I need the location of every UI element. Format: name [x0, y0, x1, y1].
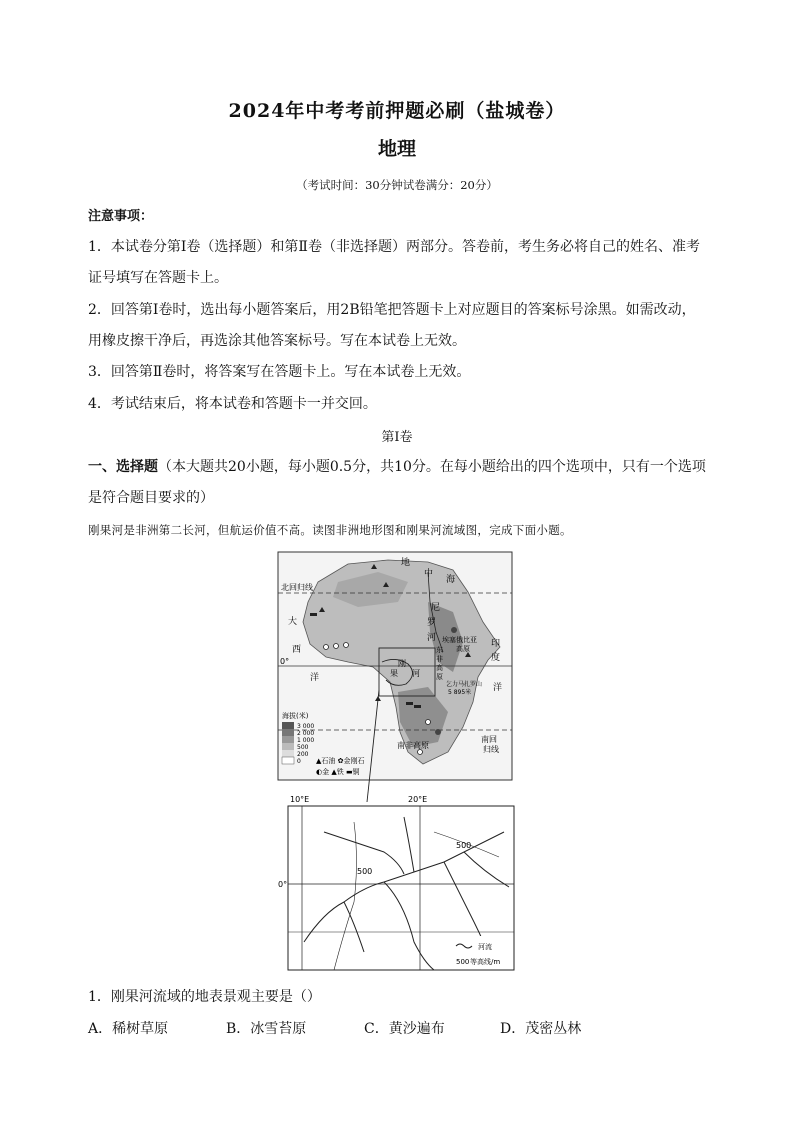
note-3: 3．回答第Ⅱ卷时，将答案写在答题卡上。写在本试卷上无效。 — [88, 364, 471, 380]
legend-contour-label: 等高线/m — [470, 958, 501, 966]
label-east-africa-4: 原 — [436, 673, 443, 681]
label-contour-500-a: 500 — [357, 867, 373, 876]
legend-level-200: 200 — [297, 751, 309, 758]
legend-minerals-row-2: ◐金 ▲铁 ▬铜 — [316, 768, 360, 776]
question-1-stem: 1．刚果河流域的地表景观主要是（） — [88, 989, 321, 1005]
legend-level-2000: 2 000 — [297, 730, 315, 737]
label-atlantic-1: 大 — [288, 617, 298, 627]
volume-title: 第Ⅰ卷 — [381, 430, 413, 445]
question-intro: 刚果河是非洲第二长河，但航运价值不高。读图非洲地形图和刚果河流域图，完成下面小题。 — [88, 523, 572, 537]
subject-title: 地理 — [377, 138, 416, 160]
option-b: B．冰雪苔原 — [226, 1021, 307, 1037]
label-mediterranean-2: 中 — [424, 569, 434, 579]
label-indian-1: 印 — [491, 639, 501, 649]
diamond-symbol — [418, 750, 423, 755]
legend-swatch-0 — [282, 757, 294, 764]
diamond-symbol — [344, 643, 349, 648]
label-east-africa-1: 东 — [436, 646, 443, 654]
label-nile-3: 河 — [427, 633, 437, 643]
label-mediterranean-3: 海 — [446, 575, 456, 585]
legend-level-500: 500 — [297, 744, 309, 751]
note-1-line-1: 1．本试卷分第Ⅰ卷（选择题）和第Ⅱ卷（非选择题）两部分。答卷前，考生务必将自己的姓名、准考 — [88, 239, 700, 255]
legend-swatch-500 — [282, 743, 294, 750]
option-c: C．黄沙遍布 — [364, 1021, 445, 1037]
part-label: 一、选择题 — [88, 459, 158, 475]
label-east-africa-3: 高 — [436, 664, 443, 672]
congo-basin-map — [278, 792, 516, 972]
diamond-symbol — [324, 645, 329, 650]
legend-elevation-title: 海拔(米) — [282, 712, 309, 720]
time-info: （考试时间：30分钟试卷满分：20分） — [296, 178, 498, 192]
label-equator: 0° — [280, 657, 290, 666]
note-2-line-1: 2．回答第Ⅰ卷时，选出每小题答案后，用2B铅笔把答题卡上对应题目的答案标号涂黑。如需改动， — [88, 302, 696, 318]
label-lon-10: 10°E — [290, 795, 310, 804]
gold-symbol — [435, 729, 441, 735]
label-congo-3: 河 — [412, 669, 420, 678]
note-4: 4．考试结束后，将本试卷和答题卡一并交回。 — [88, 396, 377, 412]
copper-symbol — [310, 613, 317, 616]
legend-swatch-1000 — [282, 736, 294, 743]
diamond-symbol — [334, 644, 339, 649]
label-contour-500-b: 500 — [456, 841, 472, 850]
diamond-symbol — [426, 720, 431, 725]
label-east-africa-2: 非 — [436, 655, 443, 663]
legend-level-1000: 1 000 — [297, 737, 315, 744]
part-desc-line-1: （本大题共20小题，每小题0.5分，共10分。在每小题给出的四个选项中，只有一个选项 — [158, 459, 706, 475]
legend-contour-value: 500 — [456, 958, 470, 966]
option-a: A．稀树草原 — [88, 1021, 169, 1037]
label-tropic-south-1: 南回 — [481, 735, 497, 744]
copper-symbol — [414, 705, 421, 708]
label-atlantic-3: 洋 — [310, 673, 320, 683]
label-lat-0: 0° — [278, 880, 288, 889]
legend-minerals-row-1: ▲石油 ✿金刚石 — [316, 757, 365, 765]
label-nile-2: 罗 — [427, 618, 437, 628]
label-south-plateau: 南非高原 — [397, 741, 429, 750]
label-atlantic-2: 西 — [292, 645, 302, 655]
label-ethiopia-2: 高原 — [456, 645, 470, 653]
label-tropic-north: 北回归线 — [281, 583, 313, 592]
label-kilimanjaro-1: 乞力马扎罗山 — [446, 681, 483, 688]
part-heading — [88, 457, 718, 477]
label-congo-1: 刚 — [398, 659, 406, 668]
note-2-line-2: 用橡皮擦干净后，再选涂其他答案标号。写在本试卷上无效。 — [88, 333, 466, 349]
map-connector — [355, 690, 415, 802]
label-indian-3: 洋 — [493, 683, 503, 693]
legend-level-0: 0 — [297, 758, 301, 765]
gold-symbol — [451, 627, 457, 633]
legend-level-3000: 3 000 — [297, 723, 315, 730]
option-d: D．茂密丛林 — [500, 1021, 582, 1037]
note-1-line-2: 证号填写在答题卡上。 — [88, 270, 228, 286]
connector-line — [367, 690, 379, 802]
label-nile-1: 尼 — [431, 603, 441, 613]
label-congo-2: 果 — [390, 669, 398, 678]
part-desc-line-2: 是符合题目要求的） — [88, 490, 214, 506]
label-kilimanjaro-2: 5 895米 — [448, 689, 472, 696]
label-lon-20: 20°E — [408, 795, 428, 804]
legend-swatch-2000 — [282, 729, 294, 736]
legend-swatch-200 — [282, 750, 294, 757]
notes-heading: 注意事项： — [88, 209, 154, 224]
legend-swatch-3000 — [282, 722, 294, 729]
legend-river-label: 河流 — [478, 943, 492, 951]
label-tropic-south-2: 归线 — [483, 745, 499, 754]
page-title: 2024年中考考前押题必刷（盐城卷） — [228, 100, 566, 122]
label-mediterranean-1: 地 — [401, 558, 411, 568]
label-ethiopia-1: 埃塞俄比亚 — [442, 636, 477, 644]
label-indian-2: 度 — [491, 653, 501, 663]
